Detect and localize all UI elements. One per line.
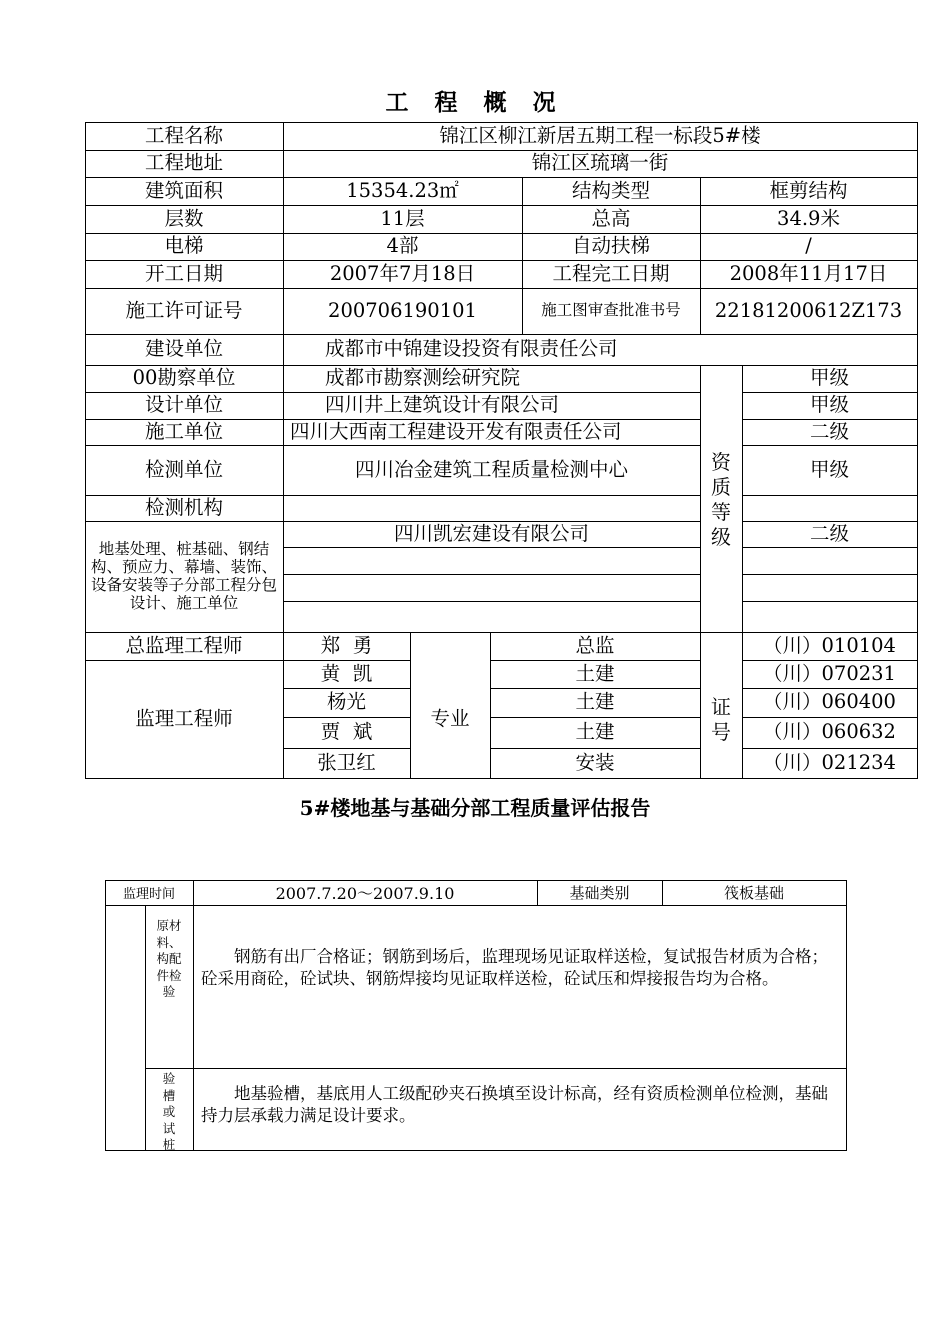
design-label: 设计单位 — [144, 393, 223, 417]
survey-unit: 成都市勘察测绘研究院 — [325, 366, 521, 390]
project-address: 锦江区琉璃一街 — [531, 151, 669, 175]
foundation-type: 筏板基础 — [723, 884, 784, 902]
materials-label: 原材料、构配件检验 — [156, 918, 182, 999]
testing-org-label: 检测机构 — [144, 495, 223, 519]
testing-unit: 四川冶金建筑工程质量检测中心 — [354, 457, 628, 481]
chief-engineer-name: 郑 勇 — [320, 633, 373, 657]
trench-label: 验槽或试桩 — [162, 1071, 176, 1152]
staff-specialty: 土建 — [575, 720, 615, 744]
staff-name: 黄 凯 — [320, 661, 373, 685]
floors-label: 层数 — [164, 206, 204, 230]
survey-label: 00勘察单位 — [132, 366, 236, 390]
start-date-label: 开工日期 — [144, 261, 223, 285]
specialty-label: 专业 — [430, 706, 470, 730]
drawing-review-number: 22181200612Z173 — [714, 298, 903, 322]
construction-label: 施工单位 — [144, 419, 223, 443]
survey-grade: 甲级 — [809, 366, 849, 390]
elevator-label: 电梯 — [164, 234, 204, 258]
area-label: 建筑面积 — [144, 178, 223, 202]
staff-cert: （川）060632 — [763, 720, 896, 744]
staff-specialty: 土建 — [575, 690, 615, 714]
staff-name: 杨光 — [326, 690, 366, 714]
end-date-label: 工程完工日期 — [552, 261, 670, 285]
testing-grade: 甲级 — [809, 457, 849, 481]
chief-specialty: 总监 — [575, 633, 615, 657]
permit-label: 施工许可证号 — [125, 298, 243, 322]
materials-text: 钢筋有出厂合格证；钢筋到场后，监理现场见证取样送检，复试报告材质为合格；砼采用商砼，砼试块、钢筋焊接均见证取样送检，砼试压和焊接报告均为合格。 — [201, 947, 828, 989]
structure-label: 结构类型 — [571, 178, 650, 202]
construction-unit: 四川大西南工程建设开发有限责任公司 — [290, 419, 622, 443]
elevator-count: 4部 — [386, 234, 419, 258]
staff-name: 贾 斌 — [320, 720, 373, 744]
supervision-time: 2007.7.20～2007.9.10 — [275, 884, 455, 903]
project-name-label: 工程名称 — [144, 123, 223, 147]
staff-specialty: 土建 — [575, 661, 615, 685]
cert-label: 证号 — [711, 695, 731, 744]
design-unit: 四川井上建筑设计有限公司 — [325, 393, 560, 417]
project-name: 锦江区柳江新居五期工程一标段5#楼 — [439, 123, 761, 147]
supervision-time-label: 监理时间 — [122, 887, 175, 902]
staff-name: 张卫红 — [317, 750, 376, 774]
report-title: 5#楼地基与基础分部工程质量评估报告 — [299, 796, 651, 820]
end-date: 2008年11月17日 — [729, 261, 888, 285]
subcontract-unit: 四川凯宏建设有限公司 — [393, 521, 589, 545]
address-label: 工程地址 — [144, 151, 223, 175]
escalator-label: 自动扶梯 — [571, 234, 650, 258]
height-label: 总高 — [591, 206, 631, 230]
building-area: 15354.23㎡ — [346, 178, 459, 202]
subcontract-label: 地基处理、桩基础、钢结构、预应力、幕墙、装饰、设备安装等子分部工程分包设计、施工单位 — [90, 540, 277, 612]
construction-grade: 二级 — [809, 419, 849, 443]
total-height: 34.9米 — [777, 206, 840, 230]
design-grade: 甲级 — [809, 393, 849, 417]
foundation-type-label: 基础类别 — [569, 884, 630, 902]
chief-cert: （川）010104 — [763, 633, 896, 657]
subcontract-grade: 二级 — [809, 521, 849, 545]
supervisor-label: 监理工程师 — [135, 706, 233, 730]
start-date: 2007年7月18日 — [329, 261, 476, 285]
testing-label: 检测单位 — [144, 457, 223, 481]
staff-cert: （川）070231 — [763, 661, 896, 685]
owner-label: 建设单位 — [144, 337, 223, 361]
staff-cert: （川）021234 — [763, 750, 896, 774]
staff-specialty: 安装 — [575, 750, 615, 774]
escalator-value: / — [805, 234, 812, 258]
trench-text: 地基验槽，基底用人工级配砂夹石换填至设计标高，经有资质检测单位检测，基础持力层承载力满足设计要求。 — [201, 1084, 828, 1126]
qualification-label: 资质等级 — [711, 450, 731, 549]
floor-count: 11层 — [380, 206, 425, 230]
structure-type: 框剪结构 — [769, 178, 848, 202]
chief-engineer-label: 总监理工程师 — [125, 633, 243, 657]
page-title: 工 程 概 况 — [385, 89, 565, 116]
drawing-review-label: 施工图审查批准书号 — [541, 301, 681, 320]
owner-unit: 成都市中锦建设投资有限责任公司 — [325, 337, 618, 361]
staff-cert: （川）060400 — [763, 690, 896, 714]
permit-number: 200706190101 — [328, 298, 477, 322]
